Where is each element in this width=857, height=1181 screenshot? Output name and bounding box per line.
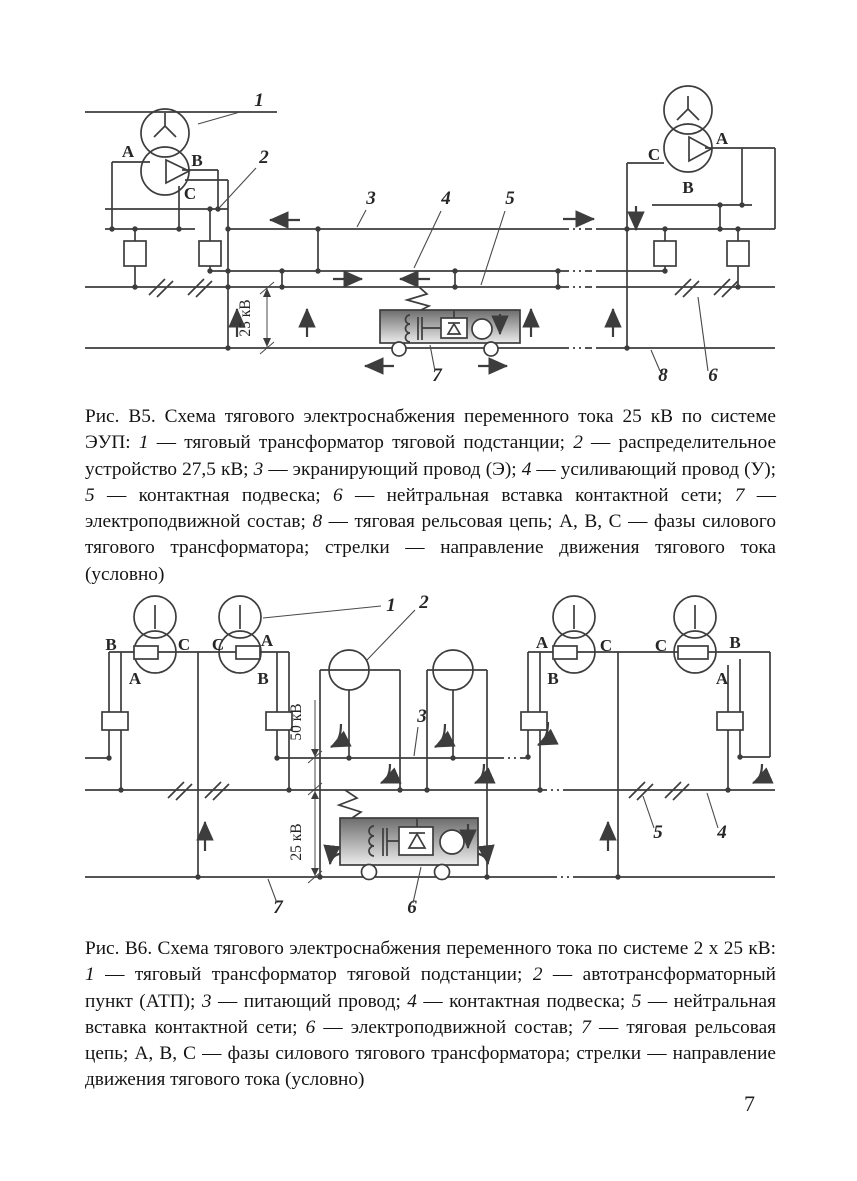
caption-ref: 7 bbox=[581, 1016, 591, 1038]
figure-b5-diagram bbox=[0, 85, 857, 405]
locomotive-icon bbox=[380, 287, 520, 356]
caption-ref: 6 bbox=[305, 1016, 316, 1038]
caption-ref: 4 bbox=[521, 458, 532, 480]
t2-phase-b-label: В bbox=[257, 669, 269, 688]
t2-phase-c-label: С bbox=[211, 635, 225, 654]
t1-phase-a-label: А bbox=[128, 669, 142, 688]
caption-segment: — электроподвижной состав; bbox=[315, 1016, 582, 1038]
caption-ref: 6 bbox=[332, 484, 343, 506]
transformer-2-icon bbox=[198, 596, 292, 793]
callout-4-label: 4 bbox=[441, 188, 451, 209]
caption-segment: Рис. В6. Схема тягового электроснабжения переменного тока по системе 2 х 25 кВ: bbox=[85, 938, 776, 959]
caption-segment: — контактная подвеска; bbox=[94, 484, 333, 506]
t2-phase-a-label: А bbox=[260, 631, 274, 650]
caption-ref: 5 bbox=[631, 990, 642, 1012]
phase-a-right-label: А bbox=[715, 129, 729, 148]
t4-phase-a-label: А bbox=[715, 669, 729, 688]
phase-b-right-label: В bbox=[682, 178, 694, 197]
voltage-25kv-label: 25 кВ bbox=[288, 823, 305, 861]
reinforcing-wire bbox=[210, 268, 668, 273]
neutral-insert-right-icon bbox=[675, 279, 738, 297]
voltage-50kv-label: 50 кВ bbox=[288, 703, 305, 741]
voltage-25kv-label: 25 кВ bbox=[237, 299, 254, 337]
t4-phase-b-label: В bbox=[729, 633, 741, 652]
caption-segment: — усиливающий провод (У); bbox=[531, 458, 776, 480]
callout-7-label: 7 bbox=[273, 897, 283, 918]
callout-1-label: 1 bbox=[254, 90, 264, 111]
contact-wire bbox=[85, 271, 775, 290]
t3-phase-a-label: А bbox=[535, 633, 549, 652]
figure-b6-caption bbox=[85, 936, 776, 1094]
phase-c-left-label: С bbox=[183, 184, 197, 203]
t1-phase-c-label: С bbox=[177, 635, 191, 654]
shield-wire bbox=[225, 226, 775, 271]
rail-line bbox=[85, 874, 775, 879]
callout-3-label: 3 bbox=[366, 188, 376, 209]
caption-segment: Рис. В5. Схема тягового электроснабжения переменного тока 25 кВ по системе ЭУП: bbox=[85, 406, 776, 454]
caption-segment: — нейтральная вставка контактной сети; bbox=[85, 990, 776, 1038]
locomotive-icon bbox=[339, 790, 478, 880]
caption-segment: — распределительное устройство 27,5 кВ; bbox=[85, 432, 777, 480]
figure-b5-caption bbox=[85, 404, 776, 588]
caption-segment: — тяговый трансформатор тяговой подстанции; bbox=[148, 432, 574, 454]
caption-ref: 8 bbox=[312, 511, 323, 533]
callout-6-label: 6 bbox=[407, 897, 417, 918]
callout-4-label: 4 bbox=[717, 822, 727, 843]
transformer-1-icon bbox=[85, 596, 198, 793]
caption-segment: — питающий провод; bbox=[211, 990, 408, 1012]
figure-b6-diagram bbox=[0, 595, 857, 935]
phase-c-right-label: С bbox=[647, 145, 661, 164]
feeder-resistors-left bbox=[124, 209, 221, 290]
callout-3-label: 3 bbox=[417, 706, 427, 727]
transformer-3-icon bbox=[521, 596, 618, 793]
caption-ref: 2 bbox=[573, 432, 583, 454]
caption-ref: 3 bbox=[201, 990, 212, 1012]
transformer-4-icon bbox=[618, 596, 770, 790]
t1-phase-b-label: В bbox=[105, 635, 117, 654]
caption-ref: 7 bbox=[734, 484, 745, 506]
caption-ref: 1 bbox=[138, 432, 149, 454]
caption-segment: — электроподвижной состав; bbox=[85, 484, 776, 533]
caption-segment: — автотрансформаторный пункт (АТП); bbox=[85, 964, 776, 1012]
t3-phase-c-label: С bbox=[599, 636, 613, 655]
caption-segment: — экранирующий провод (Э); bbox=[263, 458, 522, 480]
callout-6-label: 6 bbox=[708, 365, 718, 386]
page-number: 7 bbox=[744, 1091, 755, 1116]
caption-segment: — тяговый трансформатор тяговой подстанции; bbox=[94, 964, 533, 986]
callout-2-label: 2 bbox=[259, 147, 269, 168]
callout-5-label: 5 bbox=[505, 188, 515, 209]
phase-a-left-label: А bbox=[121, 142, 135, 161]
caption-ref: 1 bbox=[85, 964, 95, 986]
substation-left-transformer-icon bbox=[85, 109, 277, 195]
caption-segment: — контактная подвеска; bbox=[416, 990, 632, 1012]
t4-phase-c-label: С bbox=[654, 636, 668, 655]
voltage-dimension bbox=[260, 282, 274, 354]
callout-2-label: 2 bbox=[419, 595, 429, 613]
callout-8-label: 8 bbox=[658, 365, 668, 386]
caption-ref: 4 bbox=[407, 990, 417, 1012]
caption-segment: — нейтральная вставка контактной сети; bbox=[342, 484, 735, 506]
callout-1-label: 1 bbox=[386, 595, 396, 616]
callout-5-label: 5 bbox=[653, 822, 663, 843]
caption-segment: — тяговая рельсовая цепь; А, В, С — фазы силового тягового трансформатора; стрелки — направление движения тягового тока (условно) bbox=[85, 511, 776, 585]
phase-b-left-label: В bbox=[191, 151, 203, 170]
caption-ref: 2 bbox=[532, 964, 543, 986]
neutral-insert-left-icon bbox=[149, 279, 212, 297]
caption-segment: — тяговая рельсовая цепь; А, В, С — фазы силового тягового трансформатора; стрелки — направление движения тягового тока (условно) bbox=[85, 1016, 776, 1091]
caption-ref: 3 bbox=[253, 458, 264, 480]
neutral-insert-right-icon bbox=[629, 782, 689, 800]
substation-right-transformer-icon bbox=[664, 86, 712, 172]
callout-7-label: 7 bbox=[432, 365, 442, 386]
t3-phase-b-label: В bbox=[547, 669, 559, 688]
feeder-wire bbox=[277, 757, 770, 758]
caption-ref: 5 bbox=[85, 484, 95, 506]
